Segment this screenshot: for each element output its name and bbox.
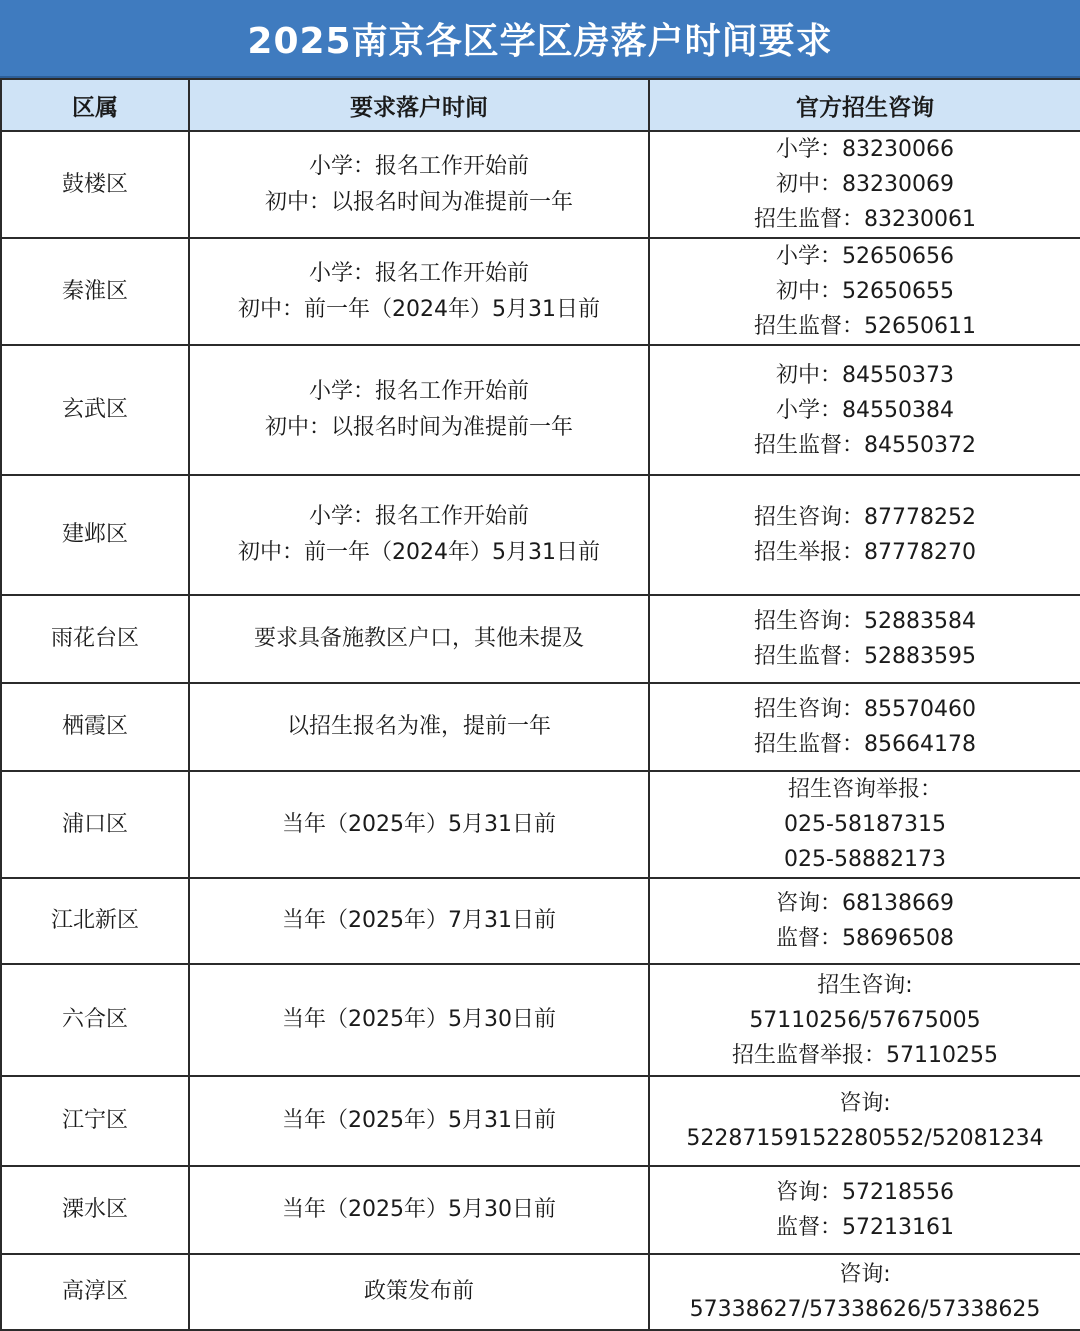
requirement-cell xyxy=(189,1166,649,1254)
table-header-row xyxy=(1,79,1080,131)
contact-line: 招生咨询：85570460 xyxy=(754,697,976,722)
contact-line: 025-58187315 xyxy=(784,812,946,837)
requirement-cell xyxy=(189,595,649,683)
district-cell xyxy=(1,1076,189,1166)
contact-line: 监督：58696508 xyxy=(776,926,954,951)
requirement-line: 小学：报名工作开始前 xyxy=(308,260,529,286)
requirement-cell xyxy=(189,475,649,595)
requirement-line: 小学：报名工作开始前 xyxy=(308,379,529,404)
district-name: 秦淮区 xyxy=(61,278,128,304)
table-row xyxy=(1,595,1080,683)
contact-line: 初中：83230069 xyxy=(776,172,954,197)
contact-line: 招生监督：52883595 xyxy=(754,644,976,669)
requirement-line: 初中：以报名时间为准提前一年 xyxy=(264,415,573,440)
requirement-cell xyxy=(189,238,649,345)
district-cell xyxy=(1,345,189,475)
contact-line: 咨询：68138669 xyxy=(776,891,954,916)
contact-line: 咨询: xyxy=(839,1091,891,1116)
contact-cell xyxy=(649,683,1080,771)
contact-line: 初中：84550373 xyxy=(776,362,954,388)
contact-line: 初中：52650655 xyxy=(776,279,954,304)
contact-cell xyxy=(649,345,1080,475)
district-cell xyxy=(1,1254,189,1330)
district-cell xyxy=(1,238,189,345)
district-name: 雨花台区 xyxy=(50,626,139,651)
district-name: 玄武区 xyxy=(61,397,128,422)
district-cell xyxy=(1,1166,189,1254)
district-name: 高淳区 xyxy=(61,1279,128,1304)
table-body xyxy=(1,131,1080,1330)
district-name: 六合区 xyxy=(61,1007,128,1032)
requirement-cell xyxy=(189,345,649,475)
table-row xyxy=(1,131,1080,238)
contact-line: 招生举报：87778270 xyxy=(754,540,976,565)
district-name: 栖霞区 xyxy=(61,714,128,739)
contact-line: 咨询：57218556 xyxy=(776,1180,954,1205)
requirement-line: 要求具备施教区户口，其他未提及 xyxy=(253,626,584,651)
header-contact: 官方招生咨询 xyxy=(649,79,1080,131)
district-name: 建邺区 xyxy=(61,522,128,547)
requirement-line: 以招生报名为准，提前一年 xyxy=(286,714,551,739)
contact-line: 025-58882173 xyxy=(784,847,946,872)
district-name: 江北新区 xyxy=(50,908,139,933)
contact-line: 52287159152280552/52081234 xyxy=(686,1126,1044,1151)
header-requirement: 要求落户时间 xyxy=(189,79,649,131)
requirement-cell xyxy=(189,964,649,1076)
district-cell xyxy=(1,683,189,771)
table-row xyxy=(1,238,1080,345)
district-cell xyxy=(1,771,189,878)
district-cell xyxy=(1,475,189,595)
contact-cell xyxy=(649,131,1080,238)
requirement-line: 政策发布前 xyxy=(363,1279,474,1304)
contact-cell xyxy=(649,475,1080,595)
contact-line: 招生监督举报：57110255 xyxy=(732,1042,998,1068)
district-name: 鼓楼区 xyxy=(61,171,128,197)
contact-cell xyxy=(649,238,1080,345)
district-cell xyxy=(1,595,189,683)
table-row xyxy=(1,345,1080,475)
table-row xyxy=(1,964,1080,1076)
contact-line: 监督：57213161 xyxy=(776,1215,954,1240)
table-row xyxy=(1,1254,1080,1330)
district-name: 浦口区 xyxy=(61,811,128,837)
contact-line: 小学：52650656 xyxy=(776,244,954,269)
contact-line: 小学：83230066 xyxy=(776,137,954,162)
district-cell xyxy=(1,964,189,1076)
contact-line: 招生咨询：87778252 xyxy=(754,505,976,530)
contact-cell xyxy=(649,878,1080,964)
contact-cell xyxy=(649,964,1080,1076)
contact-cell xyxy=(649,1166,1080,1254)
requirement-cell xyxy=(189,1076,649,1166)
requirement-cell xyxy=(189,1254,649,1330)
contact-cell xyxy=(649,1076,1080,1166)
requirement-line: 当年（2025年）5月31日前 xyxy=(282,811,556,837)
requirement-cell xyxy=(189,771,649,878)
table-row xyxy=(1,771,1080,878)
requirement-line: 初中：前一年（2024年）5月31日前 xyxy=(238,296,600,322)
contact-line: 招生咨询：52883584 xyxy=(754,609,976,634)
contact-line: 招生监督：83230061 xyxy=(754,207,976,232)
district-cell xyxy=(1,131,189,238)
contact-line: 57338627/57338626/57338625 xyxy=(689,1297,1041,1322)
table-row xyxy=(1,878,1080,964)
requirement-line: 当年（2025年）7月31日前 xyxy=(282,908,556,933)
contact-line: 招生监督：52650611 xyxy=(754,314,976,339)
contact-cell xyxy=(649,771,1080,878)
contact-line: 小学：84550384 xyxy=(776,397,954,423)
header-district: 区属 xyxy=(1,79,189,131)
requirement-line: 初中：以报名时间为准提前一年 xyxy=(264,189,573,215)
page-title: 2025南京各区学区房落户时间要求 xyxy=(0,0,1080,78)
table-row xyxy=(1,1076,1080,1166)
requirement-cell xyxy=(189,131,649,238)
table-row xyxy=(1,683,1080,771)
table-row xyxy=(1,1166,1080,1254)
requirement-line: 小学：报名工作开始前 xyxy=(308,153,529,179)
district-name: 溧水区 xyxy=(61,1197,128,1222)
contact-line: 招生监督：85664178 xyxy=(754,732,976,757)
contact-cell xyxy=(649,1254,1080,1330)
requirement-cell xyxy=(189,878,649,964)
table-row xyxy=(1,475,1080,595)
contact-line: 招生监督：84550372 xyxy=(754,432,976,458)
requirement-line: 初中：前一年（2024年）5月31日前 xyxy=(238,540,600,565)
requirement-line: 当年（2025年）5月31日前 xyxy=(282,1108,556,1133)
contact-line: 招生咨询: xyxy=(817,972,913,998)
district-cell xyxy=(1,878,189,964)
contact-line: 咨询: xyxy=(839,1262,891,1287)
requirement-cell xyxy=(189,683,649,771)
contact-line: 招生咨询举报： xyxy=(787,777,942,802)
district-name: 江宁区 xyxy=(61,1108,128,1133)
requirement-line: 当年（2025年）5月30日前 xyxy=(282,1197,556,1222)
district-table xyxy=(0,78,1080,1331)
requirement-line: 小学：报名工作开始前 xyxy=(308,504,529,529)
contact-line: 57110256/57675005 xyxy=(749,1007,981,1033)
requirement-line: 当年（2025年）5月30日前 xyxy=(282,1007,556,1032)
contact-cell xyxy=(649,595,1080,683)
